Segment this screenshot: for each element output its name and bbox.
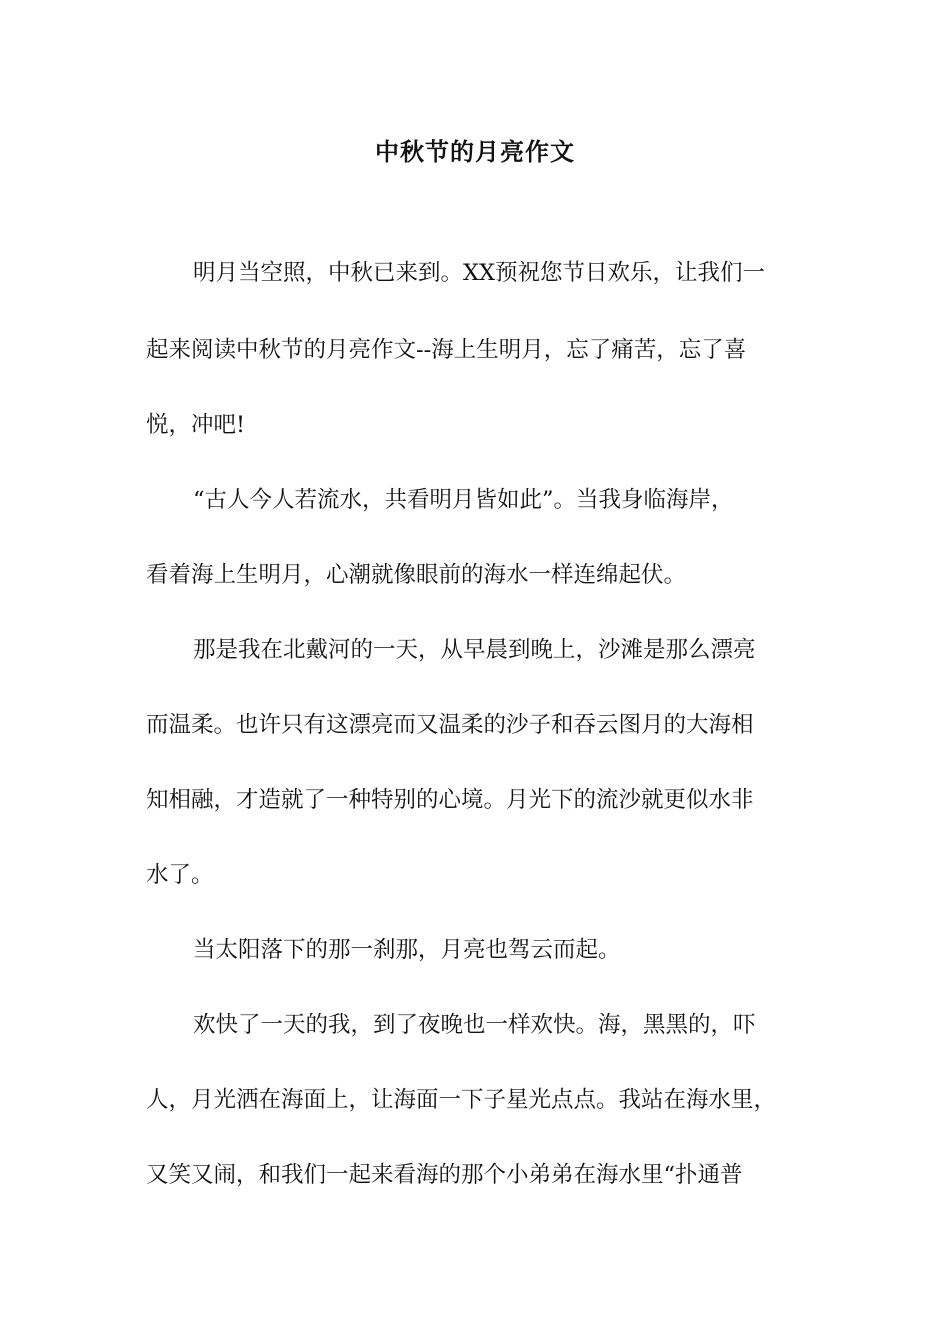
paragraph-line: 欢快了一天的我，到了夜晚也一样欢快。海，黑黑的，吓 bbox=[193, 1012, 756, 1038]
paragraph-line: 水了。 bbox=[146, 862, 214, 888]
paragraph-line: 而温柔。也许只有这漂亮而又温柔的沙子和吞云图月的大海相 bbox=[146, 712, 754, 738]
document-title: 中秋节的月亮作文 bbox=[375, 138, 575, 166]
paragraph-line: 看着海上生明月，心潮就像眼前的海水一样连绵起伏。 bbox=[146, 562, 687, 588]
paragraph-line: 那是我在北戴河的一天，从早晨到晚上，沙滩是那么漂亮 bbox=[193, 637, 756, 663]
paragraph-line: 悦，冲吧! bbox=[146, 412, 246, 438]
paragraph-line: 当太阳落下的那一刹那，月亮也驾云而起。 bbox=[193, 937, 621, 963]
paragraph-line: 又笑又闹，和我们一起来看海的那个小弟弟在海水里“扑通普 bbox=[146, 1162, 743, 1188]
paragraph-line: 人，月光洒在海面上，让海面一下子星光点点。我站在海水里， bbox=[146, 1087, 777, 1113]
paragraph-line: 起来阅读中秋节的月亮作文--海上生明月，忘了痛苦，忘了喜 bbox=[146, 337, 747, 363]
paragraph-line: 明月当空照，中秋已来到。XX预祝您节日欢乐，让我们一 bbox=[193, 260, 766, 286]
paragraph-line: “古人今人若流水，共看明月皆如此”。当我身临海岸， bbox=[193, 487, 734, 513]
paragraph-line: 知相融，才造就了一种特别的心境。月光下的流沙就更似水非 bbox=[146, 787, 754, 813]
